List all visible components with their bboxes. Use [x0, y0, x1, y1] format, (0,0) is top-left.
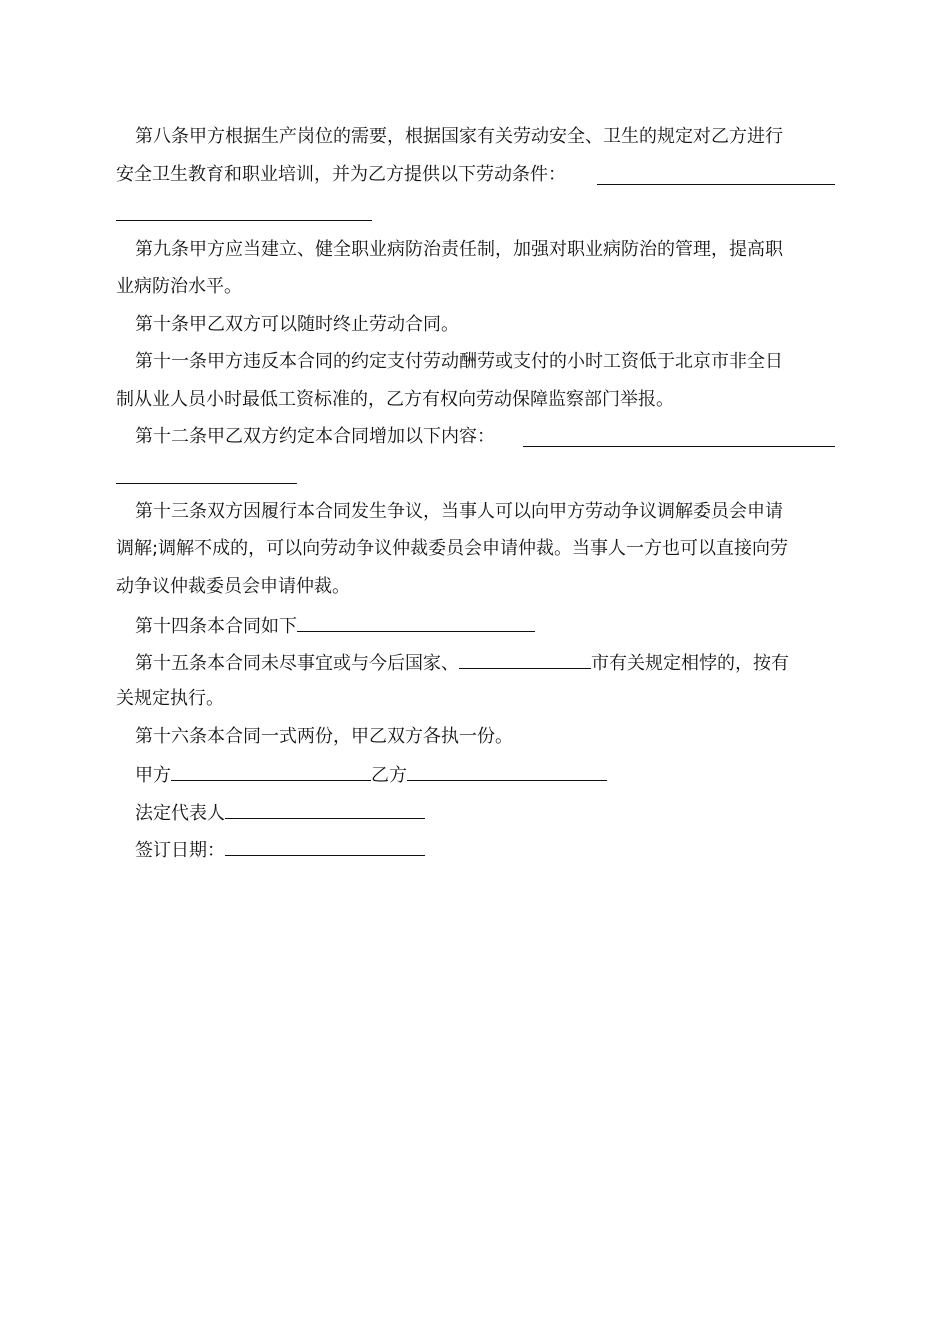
party-b-label: 乙方: [371, 765, 407, 786]
clause-12-blank-2: [116, 483, 297, 484]
clause-8-text-1: 第八条甲方根据生产岗位的需要，根据国家有关劳动安全、卫生的规定对乙方进行: [135, 126, 783, 147]
clause-9-line-1: [135, 238, 783, 262]
clause-11-text-1: 第十一条甲方违反本合同的约定支付劳动酬劳或支付的小时工资低于北京市非全日: [135, 351, 783, 372]
clause-8-blank-2: [116, 220, 372, 221]
clause-16-line-1: [135, 725, 513, 749]
clause-8-text-2: 安全卫生教育和职业培训，并为乙方提供以下劳动条件：: [116, 164, 566, 185]
clause-12-line-1: [135, 425, 495, 449]
clause-13-line-3: [116, 575, 350, 599]
clause-9-text-2: 业病防治水平。: [116, 276, 242, 297]
clause-13-line-1: [135, 500, 783, 524]
sign-date-line: [135, 837, 425, 863]
party-a-label: 甲方: [135, 765, 171, 786]
clause-12-blank-1: [523, 446, 835, 447]
clause-12-text-1: 第十二条甲乙双方约定本合同增加以下内容：: [135, 426, 495, 447]
clause-13-text-3: 动争议仲裁委员会申请仲裁。: [116, 576, 350, 597]
clause-15-line-2: [116, 687, 224, 711]
clause-16-text-1: 第十六条本合同一式两份，甲乙双方各执一份。: [135, 726, 513, 747]
legal-rep-blank: [225, 800, 425, 819]
clause-15-line-1: [135, 650, 789, 676]
clause-10-line-1: [135, 313, 459, 337]
clause-15-blank: [459, 650, 591, 669]
clause-15-text-2: 关规定执行。: [116, 688, 224, 709]
clause-14-line-1: [135, 613, 535, 639]
clause-9-line-2: [116, 275, 242, 299]
party-a-blank: [171, 762, 371, 781]
clause-13-text-1: 第十三条双方因履行本合同发生争议，当事人可以向甲方劳动争议调解委员会申请: [135, 501, 783, 522]
party-b-blank: [407, 762, 607, 781]
sign-date-label: 签订日期：: [135, 840, 225, 861]
clause-8-blank-1: [597, 184, 835, 185]
signature-parties-line: [135, 762, 607, 788]
clause-13-line-2: [116, 537, 788, 561]
legal-rep-label: 法定代表人: [135, 803, 225, 824]
clause-10-text-1: 第十条甲乙双方可以随时终止劳动合同。: [135, 314, 459, 335]
sign-date-blank: [225, 837, 425, 856]
legal-rep-line: [135, 800, 425, 826]
clause-15-text-1a: 第十五条本合同未尽事宜或与今后国家、: [135, 653, 459, 674]
clause-8-line-1: [135, 125, 783, 149]
clause-15-text-1b: 市有关规定相悖的，按有: [591, 653, 789, 674]
clause-9-text-1: 第九条甲方应当建立、健全职业病防治责任制，加强对职业病防治的管理，提高职: [135, 239, 783, 260]
clause-14-text-1: 第十四条本合同如下: [135, 616, 297, 637]
clause-11-line-1: [135, 350, 783, 374]
clause-11-line-2: [116, 388, 674, 412]
clause-14-blank: [297, 613, 535, 632]
clause-13-text-2: 调解;调解不成的，可以向劳动争议仲裁委员会申请仲裁。当事人一方也可以直接向劳: [116, 538, 789, 559]
clause-8-line-2: [116, 163, 566, 187]
clause-11-text-2: 制从业人员小时最低工资标准的，乙方有权向劳动保障监察部门举报。: [116, 389, 674, 410]
